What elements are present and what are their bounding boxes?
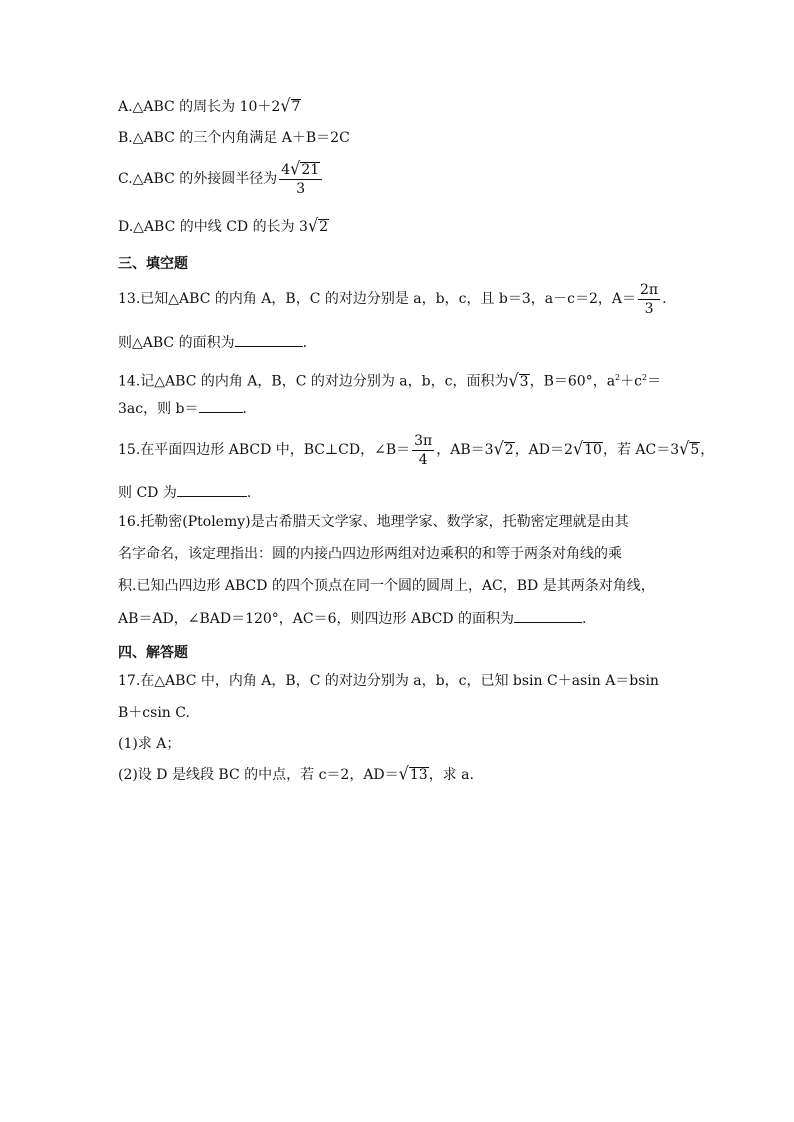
question-13-fraction [638, 281, 660, 318]
question-14-text-2: 3ac，则 b＝ [118, 401, 199, 417]
numerator-radicand: 21 [301, 162, 320, 178]
question-14-line-1 [118, 368, 661, 392]
section-heading-fill-blank: 三、填空题 [118, 256, 188, 272]
option-d [118, 216, 329, 237]
answer-blank[interactable] [177, 482, 247, 497]
question-17-part-2 [118, 764, 474, 785]
exponent: 2 [615, 373, 621, 382]
numerator-coefficient: 4 [281, 162, 291, 178]
sqrt-symbol: √ [493, 438, 504, 459]
option-a-text: A.△ABC 的周长为 10＋2 [118, 99, 281, 115]
question-14-radicand: 3 [519, 373, 529, 390]
answer-blank[interactable] [514, 608, 582, 623]
question-16-line-2: 名字命名，该定理指出：圆的内接凸四边形两组对边乘积的和等于两条对角线的乘 [118, 546, 622, 562]
question-13-end: . [662, 291, 667, 307]
question-13-end-2: . [302, 335, 308, 351]
question-15-text-3: ，AD＝2 [514, 442, 573, 458]
sqrt-symbol: √ [508, 369, 519, 391]
option-c-fraction [279, 160, 322, 198]
option-a-radicand: 7 [291, 99, 301, 115]
fraction-numerator: 3π [414, 432, 433, 449]
question-15-end: . [246, 485, 252, 501]
question-16-line-3: 积.已知凸四边形 ABCD 的四个顶点在同一个圆的圆周上，AC，BD 是其两条对角线， [118, 578, 655, 594]
question-15-text-6: 则 CD 为 [118, 485, 177, 501]
sqrt-symbol: √ [307, 215, 319, 236]
question-17-part-2-text: (2)设 D 是线段 BC 的中点，若 c＝2，AD＝ [118, 767, 399, 783]
question-16-line-4 [118, 608, 587, 629]
option-b [118, 128, 350, 148]
question-15-text-4: ，若 AC＝3 [602, 442, 680, 458]
option-a [118, 96, 301, 117]
question-15-fraction [412, 432, 434, 469]
question-15-radicand-1: 2 [504, 442, 514, 458]
question-16-line-1: 16.托勒密(Ptolemy)是古希腊天文学家、地理学家、数学家，托勒密定理就是由其 [118, 514, 629, 530]
question-15-line-2 [118, 482, 251, 503]
option-d-radicand: 2 [319, 219, 329, 235]
sqrt-symbol: √ [572, 438, 584, 459]
question-17-line-2: B＋csin C. [118, 705, 190, 721]
question-16-text-4: AB＝AD，∠BAD＝120°，AC＝6，则四边形 ABCD 的面积为 [118, 611, 515, 627]
question-13-line-2 [118, 332, 307, 353]
question-15-text-2: ，AB＝3 [436, 442, 494, 458]
question-14-line-2 [118, 398, 247, 419]
answer-blank[interactable] [199, 398, 243, 413]
section-heading-solution: 四、解答题 [118, 645, 188, 661]
sqrt-symbol: √ [280, 95, 291, 116]
fraction-denominator: 3 [644, 300, 654, 317]
question-15-radicand-2: 10 [584, 442, 602, 458]
option-d-text: D.△ABC 的中线 CD 的长为 3 [118, 219, 308, 235]
sqrt-symbol: √ [398, 763, 409, 784]
question-14-mid: ，B＝60°，a [529, 373, 616, 390]
question-17-part-1: (1)求 A； [118, 736, 181, 752]
question-14-end: . [242, 401, 247, 417]
question-14-text: 14.记△ABC 的内角 A，B，C 的对边分别为 a，b，c，面积为 [118, 373, 509, 390]
answer-blank[interactable] [235, 332, 303, 347]
question-14-eq: ＝ [647, 373, 662, 390]
question-13-line-1 [118, 280, 667, 318]
option-c-text: C.△ABC 的外接圆半径为 [118, 171, 278, 187]
fraction-numerator: 2π [640, 281, 659, 298]
sqrt-symbol: √ [290, 158, 301, 179]
fraction-denominator: 4 [418, 451, 428, 468]
question-15-text-1: 15.在平面四边形 ABCD 中，BC⊥CD，∠B＝ [118, 442, 411, 458]
question-17-radicand: 13 [409, 767, 428, 783]
question-15-line-1 [118, 430, 714, 468]
sqrt-symbol: √ [679, 438, 690, 459]
question-15-radicand-3: 5 [690, 442, 700, 458]
question-15-text-5: ， [700, 442, 715, 458]
fraction-numerator [279, 160, 322, 180]
option-c [118, 160, 324, 198]
question-17-part-2-end: ，求 a. [428, 767, 474, 783]
question-13-text-2: 则△ABC 的面积为 [118, 335, 235, 351]
question-17-line-1: 17.在△ABC 中，内角 A，B，C 的对边分别为 a，b，c，已知 bsin C＋asin A＝bsin [118, 673, 659, 689]
question-13-text: 13.已知△ABC 的内角 A，B，C 的对边分别是 a，b，c，且 b＝3，a－c＝2，A＝ [118, 291, 636, 307]
exponent: 2 [641, 373, 648, 382]
fraction-denominator: 3 [296, 181, 306, 197]
option-b-text: B.△ABC 的三个内角满足 A＋B＝2C [118, 130, 350, 146]
question-14-plus: ＋c [620, 373, 642, 390]
question-16-end: . [582, 611, 587, 627]
